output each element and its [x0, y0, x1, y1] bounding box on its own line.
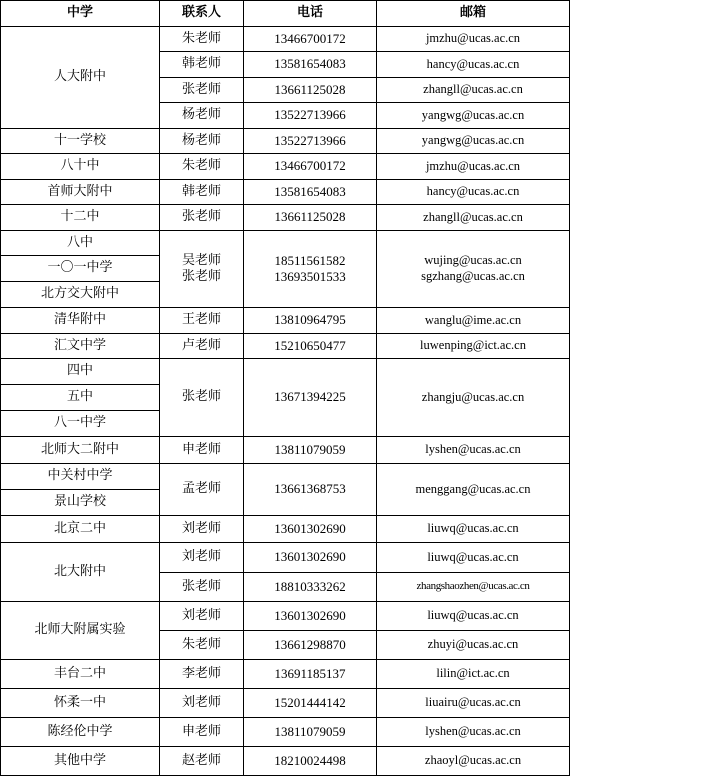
- school-cell: 丰台二中: [1, 660, 160, 689]
- phone-cell: 13661298870: [244, 631, 377, 660]
- contact-cell: 卢老师: [160, 334, 244, 359]
- email-cell: liuwq@ucas.ac.cn: [377, 516, 570, 543]
- contact-cell: 刘老师: [160, 602, 244, 631]
- phone-cell: 13522713966: [244, 103, 377, 129]
- contact-cell: [160, 231, 244, 308]
- table-row: [1, 180, 570, 205]
- table-row: [1, 231, 570, 256]
- contact-cell: 朱老师: [160, 154, 244, 180]
- phone-cell: 13661368753: [244, 464, 377, 516]
- school-cell: 北大附中: [1, 543, 160, 602]
- contact-cell: 杨老师: [160, 103, 244, 129]
- table-row: [1, 543, 570, 573]
- phone-cell: 15210650477: [244, 334, 377, 359]
- phone-cell: 13581654083: [244, 180, 377, 205]
- school-cell: 陈经伦中学: [1, 718, 160, 747]
- phone-cell: 13466700172: [244, 154, 377, 180]
- table-row: [1, 308, 570, 334]
- phone-cell: [244, 231, 377, 308]
- contact-cell: 刘老师: [160, 516, 244, 543]
- contact-cell: 刘老师: [160, 689, 244, 718]
- email-cell: luwenping@ict.ac.cn: [377, 334, 570, 359]
- school-cell: 清华附中: [1, 308, 160, 334]
- school-cell: 首师大附中: [1, 180, 160, 205]
- email-cell: yangwg@ucas.ac.cn: [377, 129, 570, 154]
- table-row: [1, 747, 570, 776]
- phone-cell: 13810964795: [244, 308, 377, 334]
- contact-cell: 赵老师: [160, 747, 244, 776]
- phone-cell: 18210024498: [244, 747, 377, 776]
- email-cell: wanglu@ime.ac.cn: [377, 308, 570, 334]
- contact-cell: 杨老师: [160, 129, 244, 154]
- phone-cell: 13466700172: [244, 27, 377, 52]
- email-cell: yangwg@ucas.ac.cn: [377, 103, 570, 129]
- header-school: 中学: [1, 1, 160, 27]
- table-row: [1, 437, 570, 464]
- table-row: [1, 334, 570, 359]
- email-line: sgzhang@ucas.ac.cn: [421, 269, 525, 283]
- email-cell: zhangju@ucas.ac.cn: [377, 359, 570, 437]
- contact-line: 吴老师: [181, 252, 221, 268]
- email-cell: [377, 231, 570, 308]
- school-cell: 中关村中学: [1, 464, 160, 490]
- table-row: [1, 27, 570, 52]
- header-phone: 电话: [244, 1, 377, 27]
- contact-cell: 李老师: [160, 660, 244, 689]
- email-cell: liuairu@ucas.ac.cn: [377, 689, 570, 718]
- email-cell: hancy@ucas.ac.cn: [377, 52, 570, 78]
- table-row: [1, 359, 570, 385]
- table-row: [1, 205, 570, 231]
- contact-cell: 韩老师: [160, 52, 244, 78]
- contact-cell: 张老师: [160, 573, 244, 602]
- table-row: [1, 129, 570, 154]
- table-row: [1, 660, 570, 689]
- email-cell: jmzhu@ucas.ac.cn: [377, 27, 570, 52]
- email-cell: hancy@ucas.ac.cn: [377, 180, 570, 205]
- phone-cell: 13661125028: [244, 205, 377, 231]
- school-cell: 北师大二附中: [1, 437, 160, 464]
- phone-line: 13693501533: [274, 269, 346, 284]
- school-cell: 十二中: [1, 205, 160, 231]
- school-cell: 八一中学: [1, 411, 160, 437]
- school-cell: 五中: [1, 385, 160, 411]
- contact-cell: 张老师: [160, 78, 244, 103]
- contact-cell: 朱老师: [160, 631, 244, 660]
- phone-cell: 13522713966: [244, 129, 377, 154]
- table-row: [1, 516, 570, 543]
- email-cell: zhangshaozhen@ucas.ac.cn: [377, 573, 570, 602]
- email-cell: zhaoyl@ucas.ac.cn: [377, 747, 570, 776]
- contact-cell: 张老师: [160, 359, 244, 437]
- contact-cell: 朱老师: [160, 27, 244, 52]
- contact-cell: 张老师: [160, 205, 244, 231]
- phone-cell: 13601302690: [244, 602, 377, 631]
- school-cell: 八十中: [1, 154, 160, 180]
- table-row: [1, 154, 570, 180]
- header-row: [1, 1, 570, 27]
- phone-line: 18511561582: [274, 252, 346, 268]
- phone-cell: 13581654083: [244, 52, 377, 78]
- table-row: [1, 602, 570, 631]
- school-cell: 景山学校: [1, 490, 160, 516]
- school-cell: 北京二中: [1, 516, 160, 543]
- contact-cell: 申老师: [160, 437, 244, 464]
- table-row: [1, 689, 570, 718]
- contact-cell: 申老师: [160, 718, 244, 747]
- school-cell: 怀柔一中: [1, 689, 160, 718]
- table-row: [1, 464, 570, 490]
- phone-cell: 13671394225: [244, 359, 377, 437]
- email-cell: lyshen@ucas.ac.cn: [377, 437, 570, 464]
- school-cell: 一〇一中学: [1, 256, 160, 282]
- school-cell: 北方交大附中: [1, 282, 160, 308]
- contact-cell: 刘老师: [160, 543, 244, 573]
- email-cell: lyshen@ucas.ac.cn: [377, 718, 570, 747]
- phone-cell: 13661125028: [244, 78, 377, 103]
- contact-line: 张老师: [181, 269, 221, 284]
- table-row: [1, 718, 570, 747]
- school-cell: 四中: [1, 359, 160, 385]
- header-email: 邮箱: [377, 1, 570, 27]
- phone-cell: 13601302690: [244, 543, 377, 573]
- school-cell: 十一学校: [1, 129, 160, 154]
- phone-cell: 13811079059: [244, 718, 377, 747]
- school-cell: 八中: [1, 231, 160, 256]
- school-cell: 北师大附属实验: [1, 602, 160, 660]
- email-cell: jmzhu@ucas.ac.cn: [377, 154, 570, 180]
- school-cell: 其他中学: [1, 747, 160, 776]
- email-cell: zhuyi@ucas.ac.cn: [377, 631, 570, 660]
- phone-cell: 13691185137: [244, 660, 377, 689]
- email-cell: zhangll@ucas.ac.cn: [377, 78, 570, 103]
- contact-cell: 韩老师: [160, 180, 244, 205]
- email-cell: liuwq@ucas.ac.cn: [377, 602, 570, 631]
- email-cell: lilin@ict.ac.cn: [377, 660, 570, 689]
- contact-cell: 孟老师: [160, 464, 244, 516]
- email-line: wujing@ucas.ac.cn: [424, 253, 522, 268]
- email-cell: zhangll@ucas.ac.cn: [377, 205, 570, 231]
- contact-cell: 王老师: [160, 308, 244, 334]
- school-cell: 人大附中: [1, 27, 160, 129]
- email-cell: menggang@ucas.ac.cn: [377, 464, 570, 516]
- phone-cell: 15201444142: [244, 689, 377, 718]
- phone-cell: 13811079059: [244, 437, 377, 464]
- phone-cell: 13601302690: [244, 516, 377, 543]
- header-contact: 联系人: [160, 1, 244, 27]
- phone-cell: 18810333262: [244, 573, 377, 602]
- email-cell: liuwq@ucas.ac.cn: [377, 543, 570, 573]
- school-cell: 汇文中学: [1, 334, 160, 359]
